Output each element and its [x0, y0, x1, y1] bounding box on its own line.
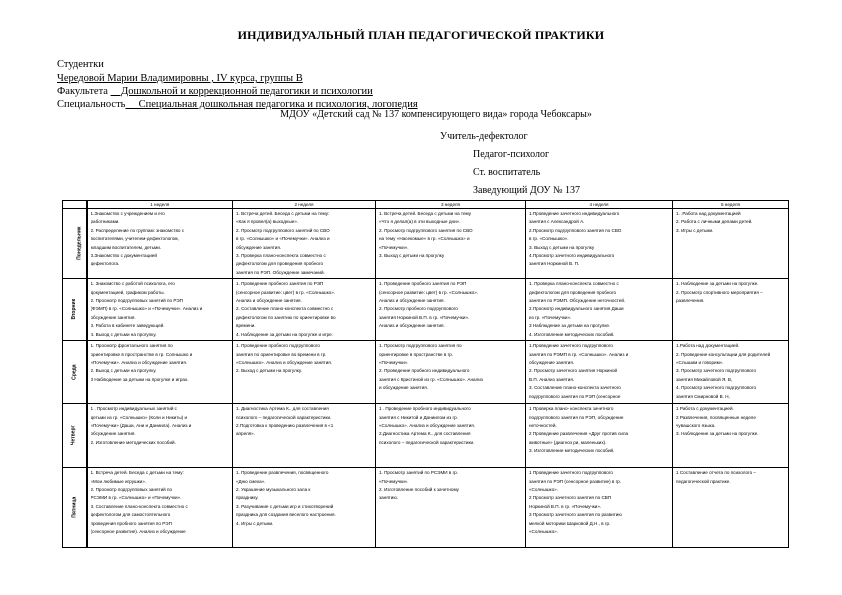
plan-item: 2. Выход с детьми на прогулку.: [90, 368, 157, 374]
plan-item: 3. Разучивание с детьми игр и стихотворений: [236, 503, 334, 509]
plan-item: «Солнышко».: [529, 528, 558, 534]
plan-item: 2. Просмотр зачетного занятия Норкиной: [529, 368, 618, 374]
plan-item: Анализ и обсуждение занятия.: [236, 298, 302, 304]
day-label-cell: [63, 404, 87, 468]
plan-item: 2. Проведение консультации для родителей: [676, 351, 771, 357]
plan-item: в гр. «Солнышко».: [529, 236, 569, 242]
plan-item: 4. Выход с детьми на прогулку.: [90, 331, 157, 337]
plan-item: на тему «Насекомые» в гр. «Солнышко» и: [379, 236, 470, 242]
practice-plan-table: [62, 200, 789, 548]
plan-item: «Мои любимые игрушки».: [90, 478, 147, 484]
plan-item: животные» (диагноз ри, маленьких).: [529, 439, 607, 445]
day-label: Вторник: [71, 299, 78, 320]
plan-cell: [673, 404, 789, 468]
plan-cell: [673, 279, 789, 341]
plan-cell: [673, 209, 789, 279]
plan-item: 2. Просмотр спортивного мероприятия –: [676, 289, 763, 295]
plan-item: занятия Смирновой В. Н,: [676, 393, 730, 399]
plan-item: (сенсорное развитие). Анализ и обсуждение: [90, 528, 186, 534]
plan-item: 3. Работа в кабинете заведующей.: [90, 323, 165, 329]
plan-item: мелкой моторики Шарковой Д.Н., в гр.: [529, 520, 611, 526]
plan-cell: [233, 404, 376, 468]
plan-cell: [376, 468, 526, 548]
plan-item: празднику.: [236, 495, 259, 501]
plan-item: 2 Развлечения, посвященные неделе: [676, 414, 756, 420]
plan-cell: [87, 404, 233, 468]
table-row: [63, 468, 789, 548]
table-row: [63, 341, 789, 404]
plan-item: 3 Наблюдение за детьми на прогулке и играх.: [90, 376, 189, 382]
plan-item: 2. Распределение по группам: знакомство с: [90, 227, 185, 233]
plan-item: 2.Просмотр подгруппового занятия по СВО: [529, 227, 622, 233]
plan-item: занятия с Никитой и Даниилом из гр.: [379, 414, 458, 420]
plan-item: 4. Просмотр зачетного подгруппового: [676, 385, 757, 391]
plan-item: обсуждение занятия.: [90, 314, 136, 320]
table-row: [63, 404, 789, 468]
plan-cell: [376, 404, 526, 468]
plan-item: работниками.: [90, 219, 120, 225]
plan-item: «Почемучки». Анализ и обсуждение занятия.: [90, 359, 188, 365]
column-header: 5 неделя: [673, 201, 789, 209]
column-header: 4 неделя: [526, 201, 673, 209]
plan-cell: [673, 468, 789, 548]
plan-item: 3. Наблюдение за детьми на прогулке.: [676, 431, 759, 437]
plan-cell: [526, 468, 673, 548]
plan-item: 3. Выход с детьми на прогулку: [529, 244, 595, 250]
plan-item: 1. Встреча детей. Беседа с детьми на тему:: [236, 211, 330, 216]
plan-item: 1. Встреча детей. Беседа с детьми на тему:: [90, 470, 184, 476]
plan-item: дефектологом для самостоятельного: [90, 512, 171, 518]
plan-item: 1. Встреча детей. Беседа с детьми на тему: [379, 211, 472, 216]
plan-item: 2.Просмотр индивидуального занятия Даши: [529, 306, 624, 312]
plan-item: Анализ и обсуждение занятия.: [379, 298, 445, 304]
plan-item: 2. Выход с детьми на прогулку.: [236, 368, 302, 374]
plan-item: 2. Составление плано-конспекта совместно с: [236, 306, 334, 312]
plan-item: занятия Норкиной В. П.: [529, 261, 580, 267]
faculty-value: __Дошкольной и коррекционной педагогики и психологии: [110, 86, 373, 97]
plan-item: 1. Проверка плано-конспекта совместно с: [529, 281, 619, 287]
plan-item: 2.Подготовка к проведению развлечения в «1: [236, 422, 334, 428]
plan-cell: [526, 209, 673, 279]
faculty-line: [57, 86, 373, 97]
plan-item: 1.Знакомство с учреждением и его: [90, 211, 165, 216]
plan-item: «Солнышко». Анализ и обсуждение занятия.: [379, 422, 476, 428]
column-header: 1 неделя: [87, 201, 233, 209]
plan-item: «Как я провел(а) выходные».: [236, 219, 299, 225]
plan-item: неточностей.: [529, 422, 557, 428]
plan-item: дефектологом для проведения пробного: [529, 289, 617, 295]
plan-item: психолого – педагогической характеристики.: [236, 414, 332, 420]
plan-item: подгруппового занятия по РЭП (сенсорное: [529, 393, 621, 399]
day-label-cell: [63, 341, 87, 404]
plan-item: ориентировке в пространстве в гр. Солнышко и: [90, 351, 193, 357]
plan-item: 3. Выход с детьми на прогулку: [379, 253, 445, 259]
plan-item: апреля».: [236, 431, 255, 437]
plan-item: 3. Проверка плано-конспекта совместно с: [236, 253, 326, 259]
plan-item: 3 Наблюдение за детьми на прогулке.: [529, 323, 611, 329]
day-label: Понедельник: [76, 227, 83, 261]
signatory-psychologist: Педагог-психолог: [473, 149, 550, 160]
plan-item: 2. Просмотр подгрупповых занятий по РЭП: [90, 298, 183, 304]
plan-item: из гр. «Почемучки».: [529, 314, 572, 320]
plan-item: 2. Изготовление пособий к зачетному: [379, 486, 459, 492]
plan-item: дефектологом для проведения пробного: [236, 261, 324, 267]
plan-cell: [376, 341, 526, 404]
plan-item: 2. Украшение музыкального зала к: [236, 486, 311, 492]
plan-item: 3 Просмотр зачетного занятия по развитию: [529, 512, 622, 518]
plan-item: 1 Составление отчета по психолого –: [676, 470, 756, 476]
plan-item: чувашского языка.: [676, 422, 716, 428]
plan-item: 2. Просмотр подгруппового занятия по СВО: [379, 227, 473, 233]
plan-item: «Почемучки».: [379, 359, 409, 365]
plan-item: Анализ и обсуждение занятия.: [379, 323, 445, 329]
day-label: Четверг: [71, 425, 78, 446]
plan-item: 4. Изготовление методических пособий.: [529, 331, 615, 337]
student-line: Чередовой Марии Владимировны , IV курса, группы В: [57, 73, 303, 84]
plan-item: дефектолога.: [90, 261, 120, 267]
plan-item: 2 Проведение развлечения «Друг против сила: [529, 431, 629, 437]
plan-item: 1.Работа над документацией.: [676, 343, 740, 349]
plan-cell: [673, 341, 789, 404]
plan-item: 1 Проведение зачетного подгруппового: [529, 470, 613, 476]
column-header: 3 неделя: [376, 201, 526, 209]
page-title: ИНДИВИДУАЛЬНЫЙ ПЛАН ПЕДАГОГИЧЕСКОЙ ПРАКТИКИ: [237, 28, 605, 42]
plan-item: занятия Михайловой Я. В,: [676, 376, 733, 382]
plan-item: 2. Просмотр подгруппового занятий по СВО: [236, 227, 330, 233]
plan-item: воспитателями, учителем-дефектологом,: [90, 236, 179, 242]
plan-item: 1. Проведение пробного подгруппового: [236, 343, 320, 349]
plan-cell: [376, 279, 526, 341]
plan-item: и обсуждение занятия.: [379, 385, 428, 391]
plan-item: 1 Проверка плано- конспекта зачетного: [529, 406, 614, 412]
plan-cell: [87, 341, 233, 404]
plan-item: 3. Игры с детьми.: [676, 227, 714, 233]
plan-item: занятия по РЭП (сенсорное развитие) в гр.: [529, 478, 622, 484]
plan-item: занятия с Кристиной из гр. «Солнышко». Анализ: [379, 376, 483, 382]
plan-item: «Слышим и говорим».: [676, 359, 724, 365]
plan-cell: [526, 341, 673, 404]
plan-item: 2. Работа с личными делами детей.: [676, 219, 753, 225]
plan-cell: [233, 209, 376, 279]
specialty-label: Специальность: [57, 99, 126, 110]
plan-item: 1. Просмотр подгруппового занятия по: [379, 343, 462, 349]
column-header: 2 неделя: [233, 201, 376, 209]
day-label-cell: [63, 468, 87, 548]
plan-item: занятия по РЭМП. Обсуждение неточностей.: [529, 298, 626, 304]
plan-item: развлечения.: [676, 298, 705, 304]
plan-item: РСЭМИ в гр. «Солнышко» и «Почемучки».: [90, 495, 182, 501]
plan-cell: [233, 341, 376, 404]
plan-cell: [87, 209, 233, 279]
plan-item: 3. Изготовление методических пособий.: [529, 448, 615, 454]
plan-item: детьми из гр. «Солнышко» (Коли и Никиты) и: [90, 414, 188, 420]
plan-item: 3.Знакомство с документацией: [90, 253, 157, 259]
plan-item: ориентировке в пространстве в гр.: [379, 351, 454, 357]
plan-item: 3. Составление плано-конспекта зачетного: [529, 385, 621, 391]
student-label: Студентки: [57, 59, 104, 70]
plan-item: обсуждение занятия.: [529, 359, 575, 365]
organization: МДОУ «Детский сад № 137 компенсирующего вида» города Чебоксары»: [280, 109, 592, 120]
signatory-defectologist: Учитель-дефектолог: [440, 131, 528, 142]
plan-item: 1. Проведение пробного занятия по РЭП: [236, 281, 324, 287]
plan-item: 3. Составление плано-конспекта совместно с: [90, 503, 188, 509]
plan-item: Норкиной В.П. в гр. «Почемучки».: [529, 503, 602, 509]
plan-item: младшим воспитателем, детьми.: [90, 244, 162, 250]
day-label: Пятница: [71, 497, 78, 519]
plan-item: 4.Просмотр зачетного индивидуального: [529, 253, 615, 259]
plan-item: «Почемучки» (Даши, Ани и Даниила). Анализ и: [90, 422, 192, 428]
plan-item: занятию.: [379, 495, 399, 501]
plan-item: педагогической практике.: [676, 478, 731, 484]
plan-item: 2 Просмотр зачетного занятия по СВП: [529, 495, 612, 501]
plan-item: праздника для создания веселого настроения.: [236, 512, 336, 518]
corner-cell: [63, 201, 87, 209]
signatory-head: Заведующий ДОУ № 137: [473, 185, 580, 196]
plan-item: проведения пробного занятия по РЭП: [90, 520, 172, 526]
day-label-cell: [63, 279, 87, 341]
plan-item: 1 . Просмотр индивидуальных занятий с: [90, 406, 177, 412]
plan-item: 1. .Работа над документацией: [676, 211, 741, 216]
plan-item: «Солнышко». Анализ и обсуждение занятия.: [236, 359, 333, 365]
plan-item: дефектологом по занятию по ориентировке во: [236, 314, 336, 320]
plan-cell: [233, 279, 376, 341]
plan-item: занятия по РЭП. Обсуждение замечаний.: [236, 269, 325, 275]
plan-item: в гр. «Солнышко» и «Почемучки». Анализ и: [236, 236, 330, 242]
plan-item: В.П. Анализ занятия.: [529, 376, 575, 382]
plan-cell: [526, 279, 673, 341]
plan-cell: [87, 279, 233, 341]
plan-item: (ФЭМП) в гр. «Солнышко» и «Почемучки». Анализ и: [90, 306, 203, 312]
plan-item: 1.Проведение зачетного подгруппового: [529, 343, 613, 349]
plan-item: занятия по РЭМП в гр. «Солнышко». Анализ и: [529, 351, 629, 357]
plan-item: «Почемучки».: [379, 244, 409, 250]
plan-item: 2. Проведение пробного индивидуального: [379, 368, 470, 374]
plan-item: психолого – педагогической характеристики.: [379, 439, 475, 445]
plan-item: обсуждение занятия.: [90, 431, 136, 437]
plan-item: 2. Просмотр подгрупповых занятий по: [90, 486, 173, 492]
plan-cell: [376, 209, 526, 279]
plan-item: (сенсорное развитие: цвет) в гр. «Солнышко».: [379, 289, 479, 295]
day-label: Среда: [71, 364, 78, 380]
plan-item: занятия по ориентировке во времени в гр.: [236, 351, 327, 357]
day-label-cell: [63, 209, 87, 279]
plan-item: документацией, графиком работы.: [90, 289, 165, 295]
plan-item: 2. Изготовление методических пособий.: [90, 439, 176, 445]
signatory-senior-teacher: Ст. воспитатель: [473, 167, 541, 178]
plan-item: 1.Проведение зачетного индивидуального: [529, 211, 620, 216]
plan-item: занятия Норкиной В.П. в гр. «Почемучки».: [379, 314, 470, 320]
plan-item: обсуждение занятия.: [236, 244, 282, 250]
plan-item: (сенсорное развитие: цвет) в гр. «Солнышко».: [236, 289, 336, 295]
plan-cell: [526, 404, 673, 468]
plan-item: 4. Игры с детьми.: [236, 520, 274, 526]
plan-item: 4. Наблюдение за детьми на прогулке и игре.: [236, 331, 333, 337]
plan-item: 1. Просмотр фронтального занятия по: [90, 343, 173, 349]
plan-item: «Дню смеха».: [236, 478, 266, 484]
plan-item: 3. Просмотр зачетного подгруппового: [676, 368, 757, 374]
plan-item: 1 . Проведение пробного индивидуального: [379, 406, 471, 412]
plan-item: 2. Просмотр пробного подгруппового: [379, 306, 458, 312]
plan-cell: [233, 468, 376, 548]
plan-cell: [87, 468, 233, 548]
plan-item: 1. Знакомство с работой психолога, его: [90, 281, 175, 287]
specialty-value: __ Специальная дошкольная педагогика и психология, логопедия: [125, 99, 418, 110]
plan-item: 1. Проведение пробного занятия по РЭП: [379, 281, 467, 287]
plan-item: 1. Просмотр занятий по РСЭМИ в гр.: [379, 470, 459, 476]
plan-item: «Солнышко».: [529, 486, 558, 492]
table-row: [63, 209, 789, 279]
plan-item: 1. Диагностика Артема К.. для составления: [236, 406, 329, 412]
table-row: [63, 279, 789, 341]
plan-item: времени.: [236, 323, 256, 329]
plan-item: 1. Проведение развлечения, посвященного: [236, 470, 329, 476]
plan-item: 1 Работа с документацией.: [676, 406, 734, 412]
plan-item: «Что я делал(а) в эти выходные дни».: [379, 219, 461, 225]
plan-item: подгруппового занятия по РЭП, обсуждение: [529, 414, 624, 420]
table-header-row: [63, 201, 789, 209]
plan-item: 1. Наблюдение за детьми на прогулке.: [676, 281, 759, 287]
faculty-label: Факультета: [57, 86, 111, 97]
plan-item: 2.Диагностика Артема К.. для составления: [379, 431, 471, 437]
plan-item: «Почемучки».: [379, 478, 409, 484]
plan-item: занятия с Александрой А.: [529, 219, 585, 225]
